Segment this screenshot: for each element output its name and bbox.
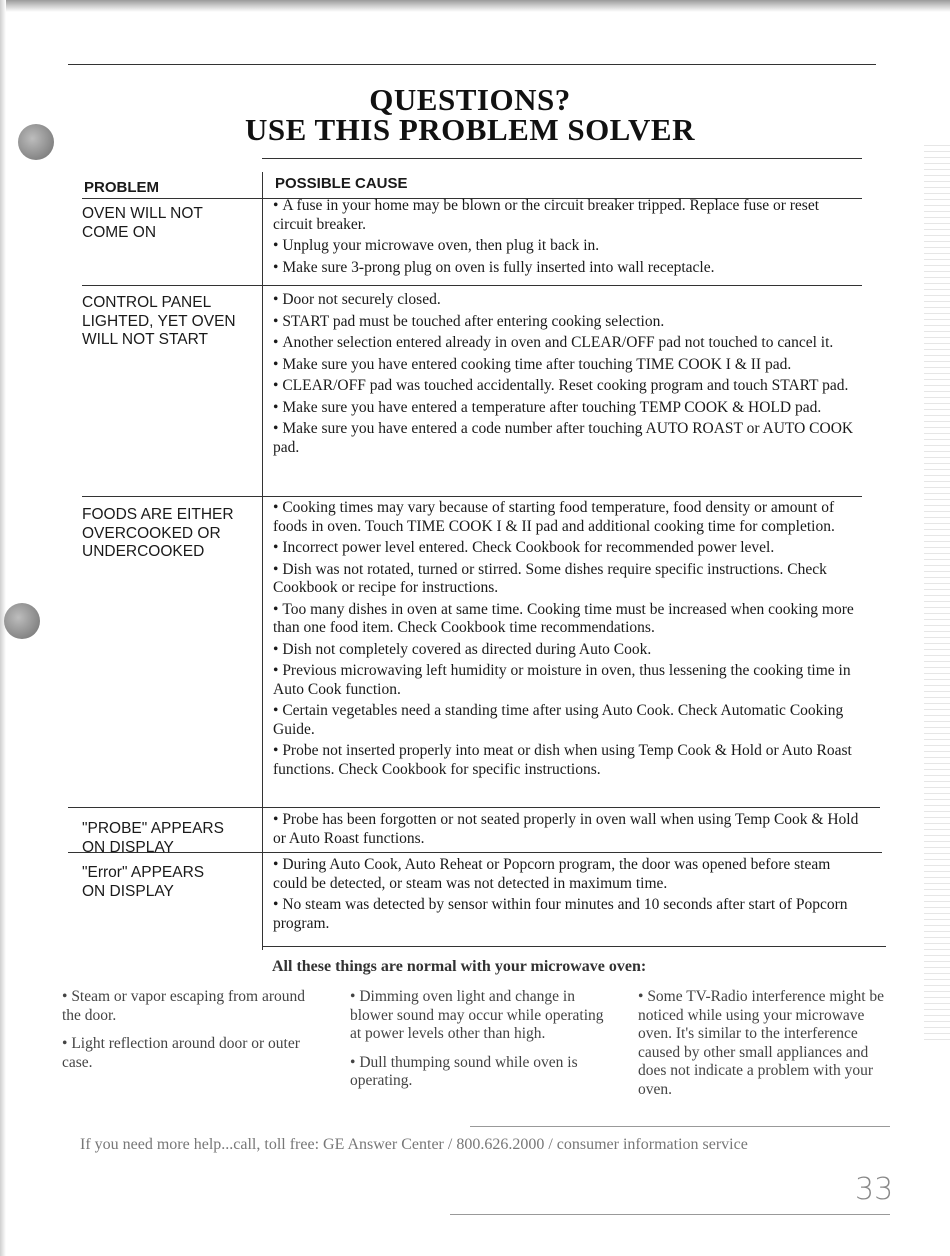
normal-item: • Dull thumping sound while oven is operating. xyxy=(350,1054,605,1091)
binder-hole-top xyxy=(18,124,54,160)
scan-edge-top xyxy=(0,0,950,12)
cause-item: • Dish was not rotated, turned or stirred. Some dishes require specific instructions. Check Cookbook or recipe for instructions. xyxy=(273,561,861,598)
cause-item: • Make sure 3-prong plug on oven is fully inserted into wall receptacle. xyxy=(273,259,861,278)
normal-item: • Steam or vapor escaping from around the door. xyxy=(62,988,310,1025)
binder-hole-middle xyxy=(4,603,40,639)
causes-row-3 xyxy=(273,499,861,782)
row-divider xyxy=(68,852,882,853)
cause-column-header: POSSIBLE CAUSE xyxy=(275,175,408,192)
normal-item: • Dimming oven light and change in blower sound may occur while operating at power levels other than high. xyxy=(350,988,605,1044)
cause-item: • Certain vegetables need a standing time after using Auto Cook. Check Automatic Cooking Guide. xyxy=(273,702,861,739)
problem-error-appears: "Error" APPEARS ON DISPLAY xyxy=(82,864,205,900)
cause-item: • No steam was detected by sensor within four minutes and 10 seconds after start of Popcorn program. xyxy=(273,896,861,933)
title-underline xyxy=(262,158,862,159)
cause-item: • Incorrect power level entered. Check Cookbook for recommended power level. xyxy=(273,539,861,558)
footer-help-line: If you need more help...call, toll free: GE Answer Center / 800.626.2000 / consumer information service xyxy=(80,1136,748,1153)
causes-row-5 xyxy=(273,856,861,936)
causes-row-1 xyxy=(273,197,861,280)
bottom-rule xyxy=(450,1214,890,1215)
cause-item: • CLEAR/OFF pad was touched accidentally. Reset cooking program and touch START pad. xyxy=(273,377,861,396)
footer-rule xyxy=(470,1126,890,1127)
problem-probe-appears: "PROBE" APPEARS ON DISPLAY xyxy=(82,820,224,856)
cause-item: • START pad must be touched after entering cooking selection. xyxy=(273,313,861,332)
cause-item: • Previous microwaving left humidity or moisture in oven, thus lessening the cooking time in Auto Cook function. xyxy=(273,662,861,699)
problem-column-header: PROBLEM xyxy=(84,179,159,196)
column-divider xyxy=(262,172,263,950)
normal-column-2 xyxy=(350,988,605,1101)
top-rule xyxy=(68,64,876,65)
row-divider xyxy=(82,285,862,286)
cause-item: • Probe not inserted properly into meat or dish when using Temp Cook & Hold or Auto Roast functions. Check Cookbook for specific instructions. xyxy=(273,742,861,779)
page-title-line2: USE THIS PROBLEM SOLVER xyxy=(245,112,695,147)
scan-edge-right xyxy=(924,140,950,1040)
cause-item: • Make sure you have entered cooking time after touching TIME COOK I & II pad. xyxy=(273,356,861,375)
cause-item: • During Auto Cook, Auto Reheat or Popcorn program, the door was opened before steam could be detected, or steam was not detected in maximum time. xyxy=(273,856,861,893)
cause-item: • Probe has been forgotten or not seated properly in oven wall when using Temp Cook & Hold or Auto Roast functions. xyxy=(273,811,861,848)
page-number: 33 xyxy=(855,1172,894,1207)
cause-item: • A fuse in your home may be blown or the circuit breaker tripped. Replace fuse or reset circuit breaker. xyxy=(273,197,861,234)
cause-item: • Too many dishes in oven at same time. Cooking time must be increased when cooking more than one food item. Check Cookbook time recommendations. xyxy=(273,601,861,638)
causes-row-2 xyxy=(273,291,861,460)
problem-foods-over-undercooked: FOODS ARE EITHER OVERCOOKED OR UNDERCOOKED xyxy=(82,506,234,560)
cause-item: • Cooking times may vary because of starting food temperature, food density or amount of foods in oven. Touch TIME COOK I & II pad and additional cooking time for completion. xyxy=(273,499,861,536)
normal-column-3 xyxy=(638,988,888,1109)
cause-item: • Door not securely closed. xyxy=(273,291,861,310)
problem-control-panel-lighted: CONTROL PANEL LIGHTED, YET OVEN WILL NOT START xyxy=(82,294,236,348)
cause-item: • Make sure you have entered a temperature after touching TEMP COOK & HOLD pad. xyxy=(273,399,861,418)
problem-oven-will-not-come-on: OVEN WILL NOT COME ON xyxy=(82,205,203,241)
normal-item: • Light reflection around door or outer case. xyxy=(62,1035,310,1072)
cause-item: • Another selection entered already in oven and CLEAR/OFF pad not touched to cancel it. xyxy=(273,334,861,353)
normal-item: • Some TV-Radio interference might be noticed while using your microwave oven. It's similar to the interference caused by other small appliances and does not indicate a problem with your oven. xyxy=(638,988,888,1099)
normal-things-heading: All these things are normal with your microwave oven: xyxy=(272,958,647,975)
cause-item: • Make sure you have entered a code number after touching AUTO ROAST or AUTO COOK pad. xyxy=(273,420,861,457)
causes-row-4 xyxy=(273,811,861,851)
row-divider xyxy=(68,807,880,808)
cause-item: • Dish not completely covered as directed during Auto Cook. xyxy=(273,641,861,660)
row-divider xyxy=(82,496,862,497)
cause-item: • Unplug your microwave oven, then plug it back in. xyxy=(273,237,861,256)
table-bottom-rule xyxy=(262,946,886,947)
page-title-line1: QUESTIONS? xyxy=(369,82,571,117)
normal-column-1 xyxy=(62,988,310,1082)
